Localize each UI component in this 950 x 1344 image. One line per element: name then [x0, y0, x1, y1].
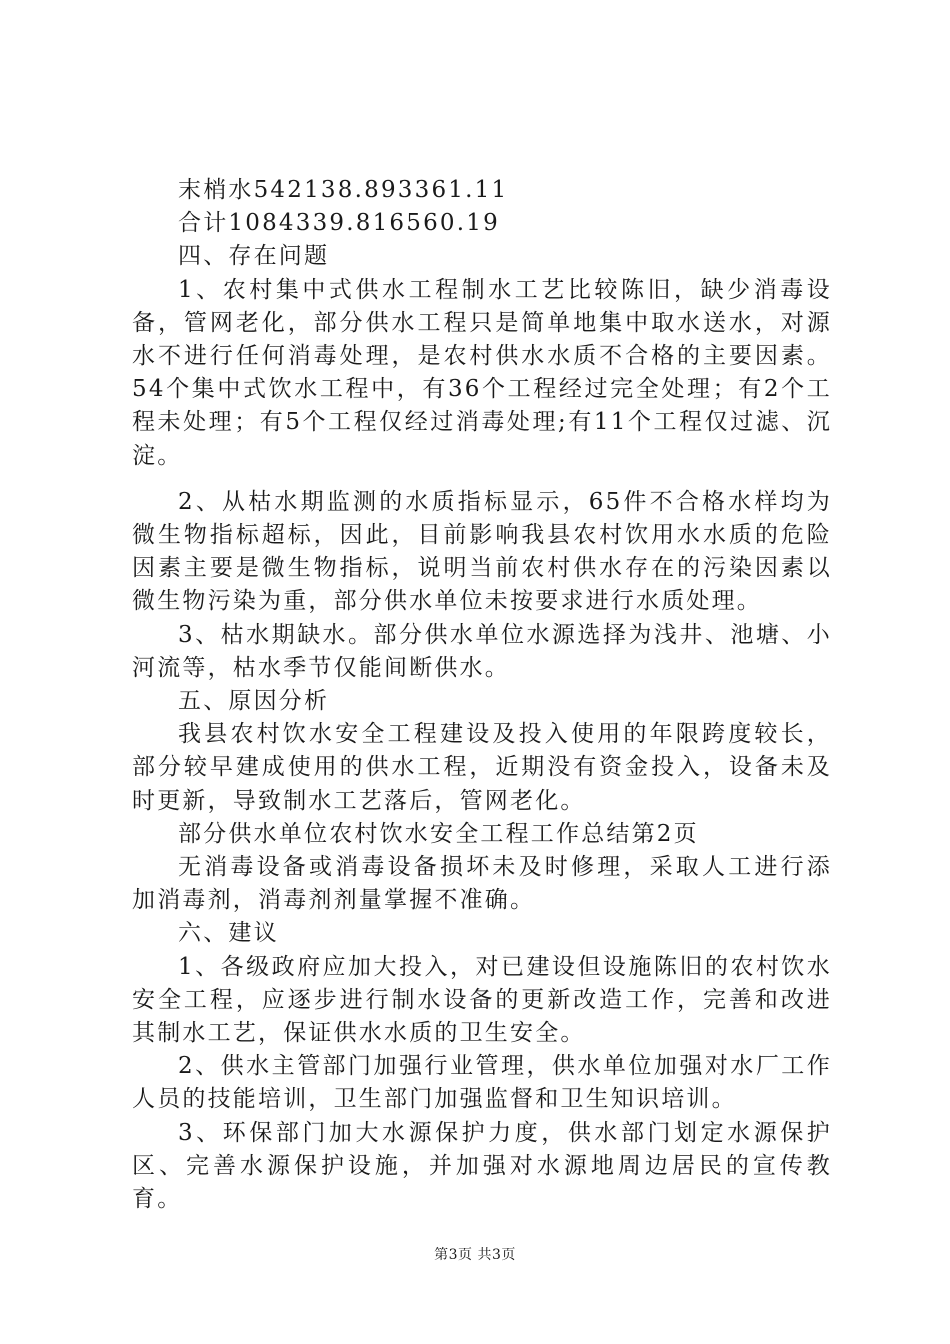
- section-heading-problems: 四、存在问题: [178, 243, 330, 270]
- cause-paragraph-2: 无消毒设备或消毒设备损坏未及时修理，采取人工进行添加消毒剂，消毒剂剂量掌握不准确。: [132, 854, 832, 914]
- table-row-total: 合计1084339.816560.19: [178, 210, 500, 237]
- section-heading-suggestions: 六、建议: [178, 920, 279, 947]
- suggestion-paragraph-3: 3、环保部门加大水源保护力度，供水部门划定水源保护区、完善水源保护设施，并加强对水源地周边居民的宣传教育。: [132, 1119, 832, 1213]
- page-footer: 第3页 共3页: [434, 1247, 516, 1263]
- running-title-line: 部分供水单位农村饮水安全工程工作总结第2页: [178, 820, 699, 847]
- problem-paragraph-2: 2、从枯水期监测的水质指标显示，65件不合格水样均为微生物指标超标，因此，目前影响我县农村饮用水水质的危险因素主要是微生物指标，说明当前农村供水存在的污染因素以微生物污染为重，部分供水单位未按要求进行水质处理。: [132, 488, 832, 615]
- suggestion-paragraph-1: 1、各级政府应加大投入，对已建设但设施陈旧的农村饮水安全工程，应逐步进行制水设备的更新改造工作，完善和改进其制水工艺，保证供水水质的卫生安全。: [132, 953, 832, 1047]
- table-row-tail-water: 末梢水542138.893361.11: [178, 177, 509, 203]
- problem-paragraph-3: 3、枯水期缺水。部分供水单位水源选择为浅井、池塘、小河流等，枯水季节仅能间断供水。: [132, 621, 832, 681]
- cause-paragraph-1: 我县农村饮水安全工程建设及投入使用的年限跨度较长，部分较早建成使用的供水工程，近期没有资金投入，设备未及时更新，导致制水工艺落后，管网老化。: [132, 721, 832, 814]
- suggestion-paragraph-2: 2、供水主管部门加强行业管理，供水单位加强对水厂工作人员的技能培训，卫生部门加强监督和卫生知识培训。: [132, 1053, 832, 1113]
- document-body: [132, 174, 832, 1216]
- problem-paragraph-1: 1、农村集中式供水工程制水工艺比较陈旧，缺少消毒设备，管网老化，部分供水工程只是简单地集中取水送水，对源水不进行任何消毒处理，是农村供水水质不合格的主要因素。54个集中式饮水工程中，有36个工程经过完全处理；有2个工程未处理；有5个工程仅经过消毒处理;有11个工程仅过滤、沉淀。: [132, 276, 832, 469]
- section-heading-causes: 五、原因分析: [178, 688, 330, 715]
